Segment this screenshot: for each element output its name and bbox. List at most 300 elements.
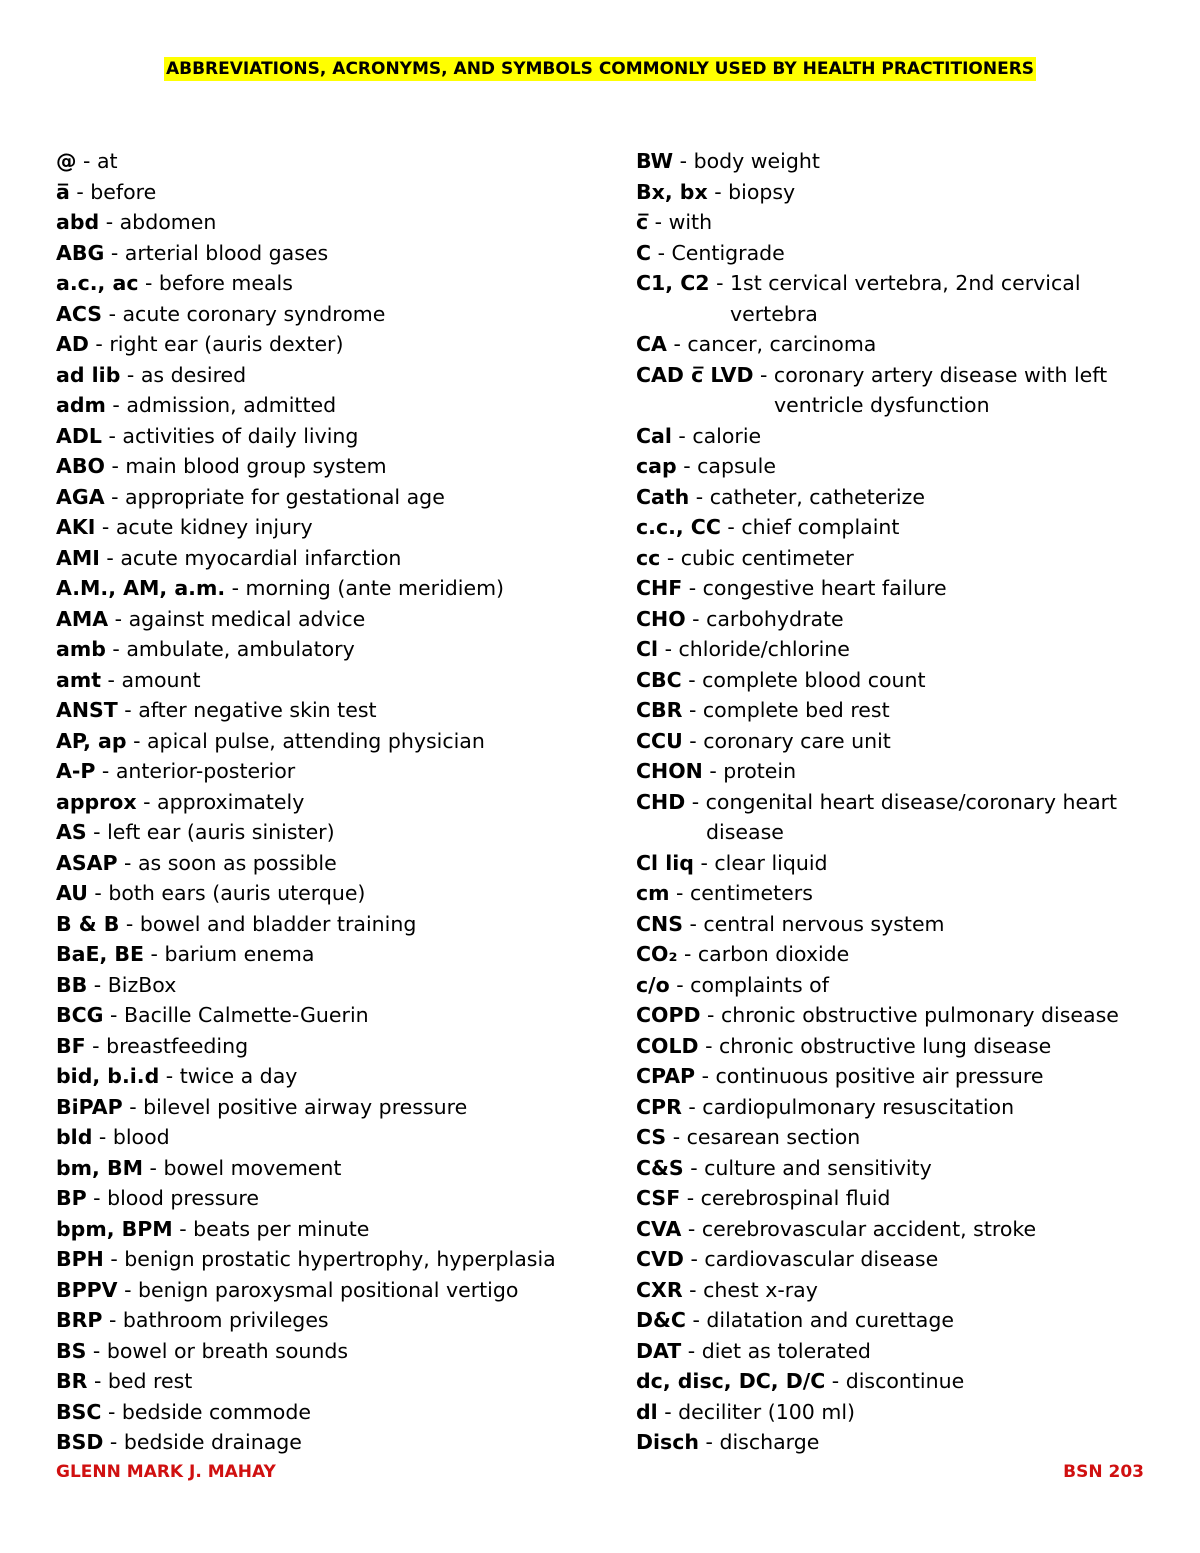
abbreviation-entry — [56, 1000, 616, 1031]
abbreviation-definition: arterial blood gases — [124, 240, 329, 265]
separator: - — [669, 881, 690, 905]
abbreviation-definition: carbohydrate — [706, 606, 844, 631]
abbreviation-term: CO₂ — [636, 942, 678, 966]
abbreviation-definition: before meals — [158, 271, 293, 295]
abbreviation-entry — [636, 360, 1156, 391]
abbreviation-definition: coronary artery disease with left — [773, 362, 1108, 387]
abbreviation-definition: blood — [112, 1125, 170, 1149]
abbreviation-entry — [56, 512, 616, 543]
abbreviation-definition: chronic obstructive pulmonary disease — [720, 1003, 1119, 1027]
separator: - — [117, 698, 139, 722]
abbreviation-term: c/o — [636, 972, 670, 997]
abbreviation-definition: centimeters — [689, 881, 813, 905]
abbreviation-entry — [56, 1214, 616, 1245]
abbreviation-term: Cl — [636, 637, 659, 661]
abbreviation-entry — [56, 1092, 616, 1123]
abbreviation-term: dc, disc, DC, D/C — [636, 1369, 826, 1393]
abbreviation-definition: bowel movement — [163, 1155, 342, 1180]
abbreviation-entry — [56, 177, 616, 208]
abbreviation-term: Cath — [636, 484, 690, 509]
abbreviation-definition: Bacille Calmette-Guerin — [123, 1003, 369, 1027]
abbreviation-definition: appropriate for gestational age — [125, 484, 445, 509]
abbreviation-entry — [56, 970, 616, 1001]
separator: - — [682, 728, 704, 753]
abbreviation-definition: culture and sensitivity — [704, 1155, 932, 1180]
abbreviation-entry — [636, 1275, 1156, 1306]
separator: - — [103, 1003, 124, 1027]
abbreviation-definition: catheter, catheterize — [709, 484, 925, 509]
abbreviation-term: bpm, BPM — [56, 1216, 173, 1241]
separator: - — [685, 1308, 707, 1332]
abbreviation-entry — [636, 1061, 1156, 1092]
separator: - — [99, 545, 121, 570]
abbreviation-entry — [56, 207, 616, 238]
separator: - — [136, 789, 158, 814]
abbreviation-entry — [636, 1397, 1156, 1428]
abbreviation-term: AMI — [56, 545, 100, 570]
abbreviation-definition: morning (ante meridiem) — [245, 576, 505, 600]
left-column — [56, 146, 616, 1458]
separator: - — [669, 972, 691, 997]
abbreviation-entry — [636, 848, 1156, 879]
abbreviation-term: bid, b.i.d — [56, 1064, 160, 1088]
separator: - — [671, 423, 693, 448]
abbreviation-entry — [56, 299, 616, 330]
abbreviation-term: BaE, BE — [56, 942, 145, 966]
abbreviation-entry — [56, 695, 616, 726]
separator: - — [658, 637, 679, 661]
separator: - — [101, 1399, 122, 1424]
abbreviation-term: CVD — [636, 1247, 684, 1271]
abbreviation-entry — [56, 878, 616, 909]
abbreviation-entry — [636, 1153, 1156, 1184]
abbreviation-definition: right ear (auris dexter) — [109, 332, 344, 356]
abbreviation-entry — [636, 695, 1156, 726]
separator: - — [651, 240, 672, 265]
separator: - — [709, 271, 730, 295]
abbreviation-term: amt — [56, 667, 101, 692]
abbreviation-term: AKI — [56, 515, 96, 539]
abbreviation-definition: bilevel positive airway pressure — [143, 1094, 468, 1119]
abbreviation-definition: cardiovascular disease — [704, 1247, 939, 1271]
abbreviation-definition: twice a day — [179, 1064, 298, 1088]
abbreviation-definition: before — [90, 179, 157, 204]
abbreviation-term: BW — [636, 149, 674, 173]
abbreviation-definition: cardiopulmonary resuscitation — [702, 1094, 1015, 1119]
abbreviation-definition: admission, admitted — [126, 393, 337, 417]
abbreviation-entry — [56, 482, 616, 513]
abbreviation-entry — [56, 1427, 616, 1458]
separator: - — [120, 362, 141, 387]
separator: - — [698, 1033, 719, 1058]
abbreviation-term: AD — [56, 332, 89, 356]
abbreviation-term: BiPAP — [56, 1094, 123, 1119]
abbreviation-definition: carbon dioxide — [697, 942, 850, 966]
abbreviation-entry — [56, 1336, 616, 1367]
separator: - — [159, 1064, 180, 1088]
separator: - — [87, 881, 109, 905]
abbreviation-entry — [56, 421, 616, 452]
abbreviation-definition: blood pressure — [107, 1186, 259, 1210]
abbreviation-definition: benign prostatic hypertrophy, hyperplasia — [124, 1247, 556, 1271]
abbreviation-term: ACS — [56, 301, 103, 326]
abbreviation-term: CCU — [636, 728, 683, 753]
abbreviation-term: D&C — [636, 1308, 686, 1332]
abbreviation-definition: diet as tolerated — [701, 1338, 871, 1363]
abbreviation-definition: apical pulse, attending physician — [147, 728, 485, 753]
abbreviation-definition: approximately — [157, 789, 305, 814]
abbreviation-entry — [636, 482, 1156, 513]
abbreviation-entry — [636, 146, 1156, 177]
abbreviation-term: ABO — [56, 454, 105, 478]
separator: - — [92, 1125, 113, 1149]
abbreviation-definition: cancer, carcinoma — [687, 332, 877, 356]
abbreviation-definition: BizBox — [107, 972, 177, 997]
abbreviation-entry — [56, 1031, 616, 1062]
abbreviation-definition: acute kidney injury — [115, 515, 313, 539]
abbreviation-entry — [56, 665, 616, 696]
abbreviation-entry — [56, 543, 616, 574]
abbreviation-definition: protein — [723, 759, 797, 783]
abbreviation-definition: bowel and bladder training — [139, 911, 417, 936]
separator: - — [702, 759, 724, 783]
abbreviation-definition: breastfeeding — [106, 1033, 249, 1058]
abbreviation-term: CXR — [636, 1277, 683, 1302]
abbreviation-definition: main blood group system — [125, 454, 387, 478]
abbreviation-entry — [56, 390, 616, 421]
separator: - — [76, 149, 97, 173]
abbreviation-entry — [636, 665, 1156, 696]
abbreviation-term: CHO — [636, 606, 686, 631]
separator: - — [680, 1186, 701, 1210]
abbreviation-term: AP, ap — [56, 728, 127, 753]
abbreviation-definition: chief complaint — [741, 515, 900, 539]
abbreviation-term: ADL — [56, 423, 102, 448]
abbreviation-entry — [56, 1122, 616, 1153]
separator: - — [138, 271, 159, 295]
separator: - — [689, 484, 710, 509]
abbreviation-term: adm — [56, 393, 106, 417]
abbreviation-entry — [636, 1122, 1156, 1153]
abbreviation-term: CHON — [636, 759, 703, 783]
abbreviation-definition: bowel or breath sounds — [106, 1338, 349, 1363]
separator: - — [69, 179, 91, 204]
abbreviation-term: CAD c̅ LVD — [636, 362, 754, 387]
abbreviation-definition: chest x-ray — [703, 1277, 818, 1302]
separator: - — [825, 1369, 846, 1393]
abbreviation-definition: complaints of — [690, 972, 829, 997]
abbreviation-term: C — [636, 240, 652, 265]
abbreviation-entry — [56, 1183, 616, 1214]
definition-continuation: vertebra — [730, 301, 818, 326]
separator: - — [95, 515, 116, 539]
abbreviation-definition: both ears (auris uterque) — [108, 881, 366, 905]
separator: - — [103, 1430, 124, 1454]
abbreviation-definition: congestive heart failure — [702, 576, 947, 600]
abbreviation-definition: as desired — [140, 362, 247, 387]
abbreviation-entry — [636, 604, 1156, 635]
separator: - — [87, 972, 108, 997]
abbreviation-entry — [636, 1366, 1156, 1397]
separator: - — [104, 454, 126, 478]
separator: - — [143, 1155, 164, 1180]
separator: - — [95, 759, 116, 783]
abbreviation-definition: bathroom privileges — [122, 1308, 329, 1332]
footer-author: GLENN MARK J. MAHAY — [56, 1462, 276, 1482]
separator: - — [105, 393, 127, 417]
abbreviation-entry — [56, 909, 616, 940]
abbreviation-term: BF — [56, 1033, 86, 1058]
abbreviation-entry — [56, 573, 616, 604]
abbreviation-entry — [56, 329, 616, 360]
abbreviation-entry — [56, 726, 616, 757]
abbreviation-definition: amount — [121, 667, 201, 692]
abbreviation-entry — [56, 360, 616, 391]
abbreviation-term: CVA — [636, 1216, 682, 1241]
definition-continuation: ventricle dysfunction — [774, 393, 990, 417]
separator: - — [103, 1247, 125, 1271]
separator: - — [685, 606, 707, 631]
abbreviation-definition: ambulate, ambulatory — [126, 637, 355, 661]
separator: - — [86, 820, 108, 844]
abbreviation-entry — [56, 146, 616, 177]
separator: - — [677, 942, 698, 966]
abbreviation-definition: against medical advice — [128, 606, 366, 631]
separator: - — [685, 789, 706, 814]
abbreviation-term: BS — [56, 1338, 87, 1363]
abbreviation-term: BP — [56, 1186, 87, 1210]
separator: - — [102, 1308, 123, 1332]
abbreviation-definition: 1st cervical vertebra, 2nd cervical — [729, 271, 1081, 295]
abbreviation-term: cc — [636, 545, 661, 570]
separator: - — [225, 576, 246, 600]
separator: - — [753, 362, 774, 387]
abbreviation-definition: acute myocardial infarction — [120, 545, 402, 570]
abbreviation-entry — [636, 1183, 1156, 1214]
separator: - — [101, 667, 122, 692]
abbreviation-definition: cerebrospinal fluid — [700, 1186, 891, 1210]
abbreviation-term: c.c., CC — [636, 515, 721, 539]
abbreviation-definition: after negative skin test — [138, 698, 377, 722]
page-title: ABBREVIATIONS, ACRONYMS, AND SYMBOLS COMMONLY USED BY HEALTH PRACTITIONERS — [165, 59, 1035, 79]
separator: - — [682, 911, 704, 936]
abbreviation-definition: complete blood count — [702, 667, 926, 692]
abbreviation-entry — [56, 787, 616, 818]
separator: - — [666, 332, 688, 356]
separator: - — [101, 423, 123, 448]
separator: - — [117, 850, 138, 875]
separator: - — [666, 1125, 687, 1149]
abbreviation-term: AMA — [56, 606, 109, 631]
abbreviation-definition: capsule — [697, 454, 776, 478]
abbreviation-entry — [636, 634, 1156, 665]
separator: - — [104, 240, 125, 265]
abbreviation-term: C1, C2 — [636, 271, 710, 295]
abbreviation-definition: dilatation and curettage — [706, 1308, 954, 1332]
abbreviation-entry — [636, 1000, 1156, 1031]
abbreviation-entry — [56, 268, 616, 299]
abbreviation-entry — [56, 817, 616, 848]
abbreviation-entry — [636, 512, 1156, 543]
abbreviation-definition: abdomen — [119, 210, 217, 234]
abbreviation-definition: continuous positive air pressure — [715, 1064, 1044, 1088]
separator: - — [682, 1277, 704, 1302]
abbreviation-entry — [56, 451, 616, 482]
abbreviation-entry — [56, 1397, 616, 1428]
abbreviation-entry — [56, 1275, 616, 1306]
abbreviation-entry — [56, 238, 616, 269]
separator: - — [676, 454, 698, 478]
abbreviation-term: BSD — [56, 1430, 104, 1454]
abbreviation-entry — [56, 756, 616, 787]
abbreviation-definition: discharge — [719, 1430, 820, 1454]
abbreviation-definition: benign paroxysmal positional vertigo — [137, 1277, 519, 1302]
abbreviation-entry — [636, 1092, 1156, 1123]
abbreviation-term: cm — [636, 881, 670, 905]
abbreviation-definition: activities of daily living — [122, 423, 359, 448]
abbreviation-term: COPD — [636, 1003, 701, 1027]
separator: - — [660, 545, 681, 570]
abbreviation-entry — [636, 207, 1156, 238]
abbreviation-term: CPAP — [636, 1064, 696, 1088]
definition-continuation: disease — [706, 820, 784, 844]
separator: - — [681, 1094, 703, 1119]
abbreviation-term: bld — [56, 1125, 93, 1149]
abbreviation-term: BPPV — [56, 1277, 118, 1302]
abbreviation-definition: Centigrade — [671, 240, 785, 265]
abbreviation-term: dl — [636, 1399, 658, 1424]
abbreviation-term: A.M., AM, a.m. — [56, 576, 226, 600]
abbreviation-entry — [636, 726, 1156, 757]
abbreviation-term: CHD — [636, 789, 686, 814]
abbreviation-term: amb — [56, 637, 106, 661]
abbreviation-entry — [56, 634, 616, 665]
separator: - — [122, 1094, 144, 1119]
abbreviation-definition: chloride/chlorine — [678, 637, 850, 661]
abbreviation-definition: beats per minute — [193, 1216, 370, 1241]
abbreviation-entry — [636, 909, 1156, 940]
abbreviation-term: a.c., ac — [56, 271, 139, 295]
abbreviation-term: C&S — [636, 1155, 684, 1180]
separator: - — [682, 576, 703, 600]
abbreviation-definition: chronic obstructive lung disease — [719, 1033, 1052, 1058]
abbreviation-definition: at — [96, 149, 118, 173]
abbreviation-entry — [56, 1244, 616, 1275]
abbreviation-definition: deciliter (100 ml) — [678, 1399, 856, 1424]
abbreviation-term: Disch — [636, 1430, 699, 1454]
abbreviation-term: abd — [56, 210, 100, 234]
separator: - — [85, 1033, 107, 1058]
abbreviation-term: a̅ — [56, 179, 70, 204]
abbreviation-term: CBR — [636, 698, 683, 722]
separator: - — [104, 484, 125, 509]
abbreviation-term: CS — [636, 1125, 667, 1149]
separator: - — [119, 911, 140, 936]
abbreviation-term: AS — [56, 820, 87, 844]
abbreviation-entry — [636, 543, 1156, 574]
separator: - — [648, 210, 669, 234]
abbreviation-definition: bed rest — [107, 1369, 193, 1393]
separator: - — [681, 1216, 702, 1241]
abbreviation-definition: with — [668, 210, 713, 234]
abbreviation-definition: cubic centimeter — [680, 545, 854, 570]
abbreviation-definition: anterior-posterior — [115, 759, 296, 783]
abbreviation-definition: body weight — [693, 149, 820, 173]
separator: - — [102, 301, 123, 326]
abbreviation-definition: coronary care unit — [703, 728, 891, 753]
abbreviation-entry — [636, 268, 1156, 299]
abbreviation-entry — [56, 604, 616, 635]
abbreviation-term: A-P — [56, 759, 96, 783]
abbreviation-definition: complete bed rest — [702, 698, 890, 722]
abbreviation-term: BB — [56, 972, 88, 997]
footer-course: BSN 203 — [1063, 1462, 1144, 1482]
abbreviation-term: BRP — [56, 1308, 103, 1332]
abbreviation-definition: cerebrovascular accident, stroke — [701, 1216, 1037, 1241]
separator: - — [683, 1247, 705, 1271]
separator: - — [86, 1186, 108, 1210]
abbreviation-entry — [56, 939, 616, 970]
abbreviation-term: BR — [56, 1369, 88, 1393]
separator: - — [673, 149, 694, 173]
abbreviation-term: ANST — [56, 698, 118, 722]
abbreviation-entry — [636, 756, 1156, 787]
abbreviation-definition: central nervous system — [703, 911, 945, 936]
abbreviation-definition: as soon as possible — [137, 850, 337, 875]
abbreviation-term: CA — [636, 332, 667, 356]
abbreviation-term: B & B — [56, 911, 120, 936]
abbreviation-definition: left ear (auris sinister) — [107, 820, 335, 844]
abbreviation-term: bm, BM — [56, 1155, 143, 1180]
abbreviation-entry — [56, 1153, 616, 1184]
separator: - — [108, 606, 129, 631]
abbreviation-term: ad lib — [56, 362, 121, 387]
abbreviation-definition: clear liquid — [714, 850, 828, 875]
abbreviation-term: @ — [56, 149, 77, 173]
abbreviation-term: approx — [56, 789, 137, 814]
abbreviation-entry — [56, 848, 616, 879]
abbreviation-entry — [636, 939, 1156, 970]
abbreviation-definition: cesarean section — [686, 1125, 861, 1149]
abbreviation-term: CSF — [636, 1186, 681, 1210]
abbreviation-entry — [636, 421, 1156, 452]
title-wrap — [0, 57, 1200, 81]
abbreviation-term: c̅ — [636, 210, 649, 234]
abbreviation-entry — [636, 970, 1156, 1001]
separator: - — [695, 1064, 716, 1088]
abbreviation-entry — [636, 787, 1156, 818]
abbreviation-entry — [636, 1031, 1156, 1062]
abbreviation-term: ABG — [56, 240, 105, 265]
abbreviation-definition: bedside drainage — [123, 1430, 302, 1454]
separator: - — [99, 210, 120, 234]
separator: - — [117, 1277, 138, 1302]
separator: - — [681, 1338, 702, 1363]
abbreviation-entry — [636, 1305, 1156, 1336]
abbreviation-definition: congenital heart disease/coronary heart — [705, 789, 1118, 814]
separator: - — [144, 942, 165, 966]
abbreviation-term: BSC — [56, 1399, 102, 1424]
abbreviation-term: AU — [56, 881, 88, 905]
abbreviation-term: Bx, bx — [636, 179, 708, 204]
abbreviation-term: CBC — [636, 667, 682, 692]
abbreviation-entry — [636, 573, 1156, 604]
abbreviation-entry — [636, 1214, 1156, 1245]
separator: - — [707, 179, 729, 204]
abbreviation-definition: calorie — [692, 423, 762, 448]
separator: - — [700, 1003, 721, 1027]
abbreviation-definition: bedside commode — [121, 1399, 311, 1424]
